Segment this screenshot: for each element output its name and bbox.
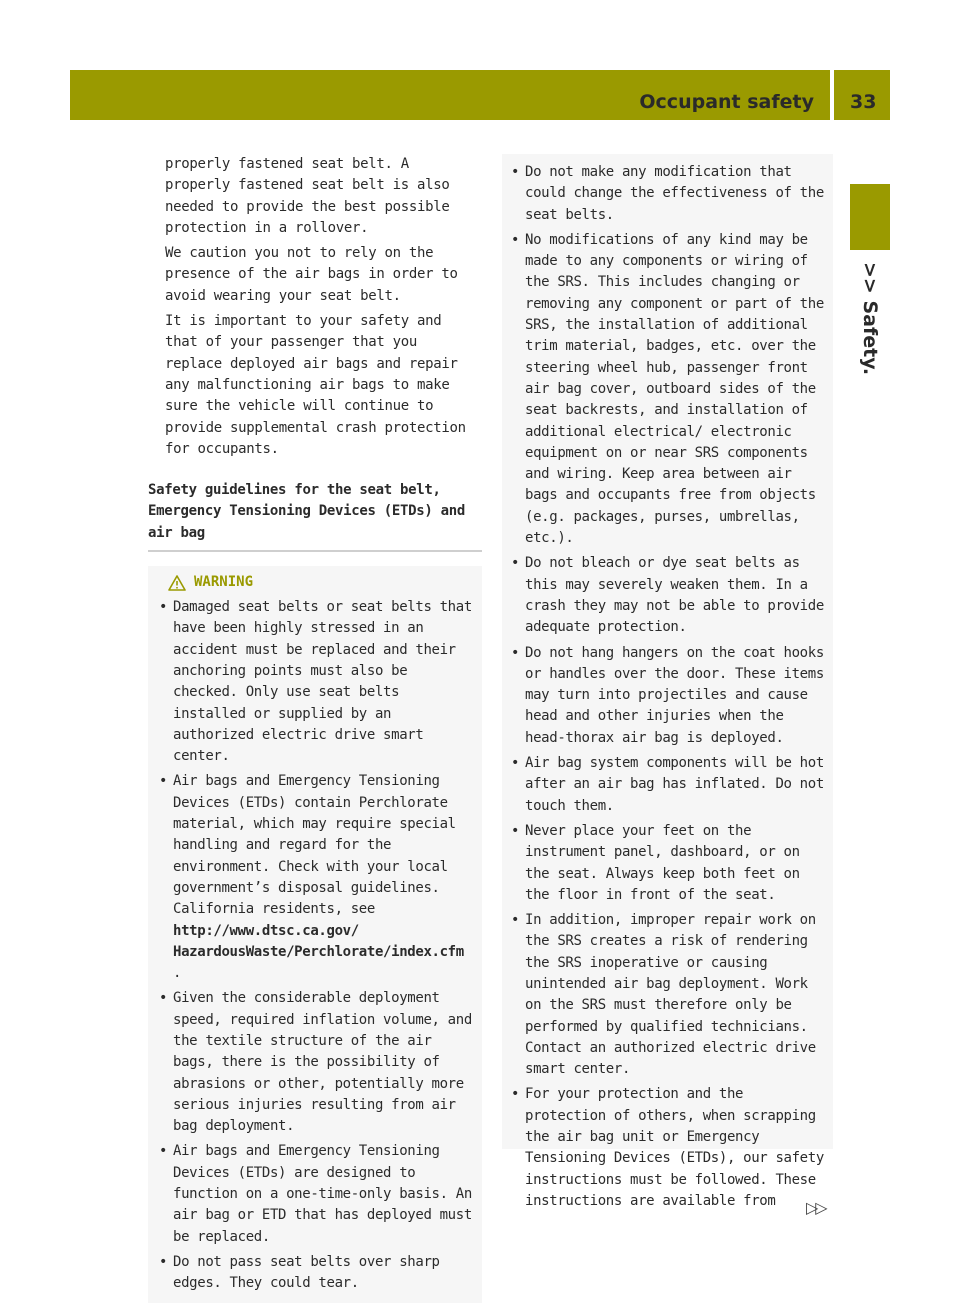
bullet-icon: • (159, 773, 168, 790)
list-item-text: Do not hang hangers on the coat hooks or handles over the door. These items may turn into projectiles and cause head and other injuries when the head-thorax air bag is deployed. (525, 644, 824, 746)
perchlorate-link[interactable]: http://www.dtsc.ca.gov/ HazardousWaste/Perchlorate/index.cfm (173, 922, 464, 960)
section-tab (850, 184, 890, 250)
warning-header (168, 572, 474, 593)
list-item (510, 821, 827, 906)
list-item-text: Given the considerable deployment speed, required inflation volume, and the textile structure of the air bags, there is the possibility of abrasions or other, potentially more serious injuries resulting from air bag deployment. (173, 990, 472, 1135)
list-item (510, 643, 827, 749)
intro-paragraph: properly fastened seat belt. A properly fastened seat belt is also needed to provide the best possible protection in a rollover. (165, 156, 450, 236)
list-item-text: Air bags and Emergency Tensioning Devices (ETDs) contain Perchlorate material, which may require special handling and regard for the environment. Check with your local government’s disposal guidelines. California residents, see (173, 773, 456, 918)
list-item-text: Never place your feet on the instrument panel, dashboard, or on the seat. Always keep both feet on the floor in front of the seat. (525, 822, 800, 903)
right-column (502, 154, 833, 1209)
bullet-icon: • (511, 644, 520, 661)
list-item (158, 597, 474, 767)
header-divider (830, 70, 834, 120)
list-item-text: For your protection and the protection of others, when scrapping the air bag unit or Emergency Tensioning Devices (ETDs), our safety instructions must be followed. These instructions are available from (525, 1086, 824, 1209)
list-item-text: No modifications of any kind may be made to any components or wiring of the SRS. This includes changing or removing any component or part of the SRS, the installation of additional trim material, badges, etc. over the steering wheel hub, passenger front air bag cover, outboard sides of the seat backrests, and installation of additional electrical/ electronic equipment on or near SRS components and wiring. Keep area between air bags and occupants free from objects (e.g. packages, purses, umbrellas, etc.). (525, 231, 824, 547)
link-suffix: . (173, 965, 182, 982)
warning-list-right (510, 162, 827, 1212)
bullet-icon: • (511, 755, 520, 772)
list-item (510, 1084, 827, 1212)
chapter-title: Occupant safety (639, 91, 814, 113)
list-item-text: Do not pass seat belts over sharp edges. They could tear. (173, 1253, 440, 1292)
list-item-text: In addition, improper repair work on the SRS creates a risk of rendering the SRS inoperative or causing unintended air bag deployment. Work on the SRS must therefore only be performed by qualified technicians. Contact an authorized electric drive smart center. (525, 912, 816, 1078)
list-item-text: Do not make any modification that could change the effectiveness of the seat belts. (525, 164, 824, 223)
list-item-text: Air bag system components will be hot after an air bag has inflated. Do not touch them. (525, 755, 824, 814)
section-heading: Safety guidelines for the seat belt, Emergency Tensioning Devices (ETDs) and air bag (148, 480, 482, 552)
bullet-icon: • (159, 990, 168, 1007)
list-item (158, 1141, 474, 1247)
bullet-icon: • (511, 822, 520, 839)
intro-text (148, 154, 482, 460)
list-item-text: Do not bleach or dye seat belts as this may severely weaken them. In a crash they may not be able to provide adequate protection. (525, 555, 824, 636)
warning-list-left (158, 597, 474, 1295)
intro-paragraph: It is important to your safety and that of your passenger that you replace deployed air bags and repair any malfunctioning air bags to make sure the vehicle will continue to provide supplemental crash protection for occupants. (165, 313, 466, 457)
warning-box (148, 566, 482, 1303)
list-item (158, 988, 474, 1137)
continue-arrow-icon: ▷▷ (806, 1198, 825, 1217)
bullet-icon: • (511, 164, 520, 180)
bullet-icon: • (511, 912, 520, 929)
list-item (510, 753, 827, 817)
section-tab-label: >> Safety. (859, 262, 881, 376)
list-item (158, 1252, 474, 1295)
left-column (148, 154, 482, 1303)
bullet-icon: • (159, 1253, 168, 1270)
page-number: 33 (850, 91, 877, 113)
warning-label: WARNING (194, 574, 254, 591)
bullet-icon: • (511, 1086, 520, 1103)
list-item-text: Air bags and Emergency Tensioning Devices (ETDs) are designed to function on a one-time-only basis. An air bag or ETD that has deployed must be replaced. (173, 1143, 472, 1245)
list-item (510, 162, 827, 226)
list-item (510, 910, 827, 1080)
list-item (510, 553, 827, 638)
list-item (158, 771, 474, 984)
bullet-icon: • (511, 555, 520, 572)
bullet-icon: • (159, 1143, 168, 1160)
list-item (510, 230, 827, 549)
list-item-text: Damaged seat belts or seat belts that have been highly stressed in an accident must be replaced and their anchoring points must also be checked. Only use seat belts installed or supplied by an authorized electric drive smart center. (173, 599, 472, 765)
warning-triangle-icon (168, 575, 186, 591)
bullet-icon: • (511, 231, 520, 248)
warning-box-continued (502, 154, 833, 1209)
intro-paragraph: We caution you not to rely on the presence of the air bags in order to avoid wearing your seat belt. (165, 245, 458, 304)
bullet-icon: • (159, 599, 168, 616)
